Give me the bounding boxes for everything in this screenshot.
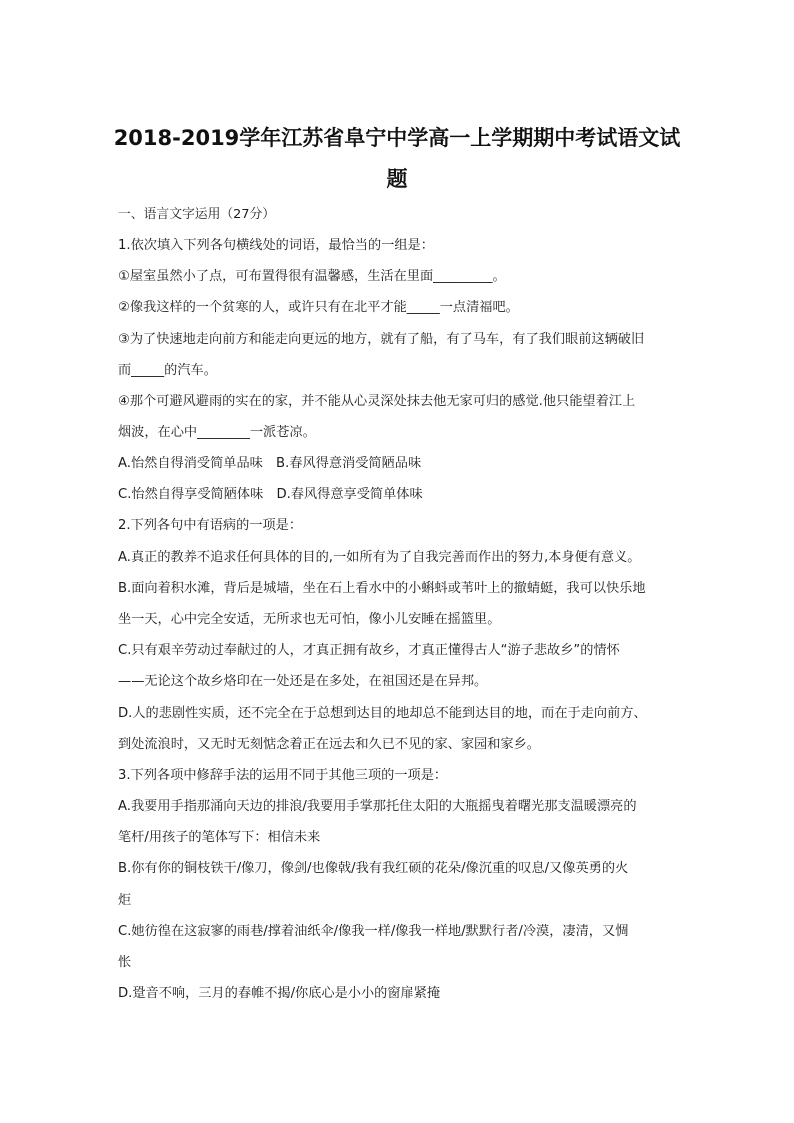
question-3-stem: 3.下列各项中修辞手法的运用不同于其他三项的一项是：: [118, 768, 448, 783]
question-2-option-d: D.人的悲剧性实质，还不完全在于总想到达目的地却总不能到达目的地，而在于走向前方、: [118, 706, 647, 721]
question-1-sentence-3: ③为了快速地走向前方和能走向更远的地方，就有了船，有了马车，有了我们眼前这辆破旧: [118, 332, 645, 347]
question-3-option-b-cont: 炬: [118, 893, 132, 908]
question-1-sentence-4: ④那个可避风避雨的实在的家，并不能从心灵深处抹去他无家可归的感觉.他只能望着江上: [118, 394, 636, 409]
question-3-option-b: B.你有你的铜枝铁干/像刀，像剑/也像戟/我有我红硕的花朵/像沉重的叹息/又像英勇的火: [118, 861, 629, 876]
question-1-sentence-4-cont: 烟波，在心中________一派苍凉。: [118, 425, 316, 440]
document-title-line-2: 题: [386, 167, 408, 191]
question-1-stem: 1.依次填入下列各句横线处的词语，最恰当的一组是：: [118, 238, 434, 253]
question-1-sentence-1: ①屋室虽然小了点，可布置得很有温馨感，生活在里面_________。: [118, 269, 506, 284]
document-title-line-1: 2018-2019学年江苏省阜宁中学高一上学期期中考试语文试: [113, 126, 681, 150]
question-3-option-d: D.跫音不响，三月的春帷不揭/你底心是小小的窗扉紧掩: [118, 986, 441, 1001]
section-heading: 一、语言文字运用（27分）: [118, 207, 276, 222]
question-1-sentence-3-cont: 而_____的汽车。: [118, 363, 217, 378]
question-3-option-c: C.她彷徨在这寂寥的雨巷/撑着油纸伞/像我一样/像我一样地/默默行者/冷漠，凄清，又惆: [118, 924, 629, 939]
question-2-stem: 2.下列各句中有语病的一项是：: [118, 518, 303, 533]
question-2-option-d-cont: 到处流浪时，又无时无刻惦念着正在远去和久已不见的家、家园和家乡。: [118, 737, 540, 752]
question-1-options-ab: A.怡然自得消受简单品味 B.春风得意消受简陋品味: [118, 456, 422, 471]
question-3-option-c-cont: 怅: [118, 955, 132, 970]
question-3-option-a-cont: 笔杆/用孩子的笔体写下：相信未来: [118, 830, 321, 845]
question-1-options-cd: C.怡然自得享受简陋体味 D.春风得意享受简单体味: [118, 487, 423, 502]
question-2-option-b-cont: 坐一天，心中完全安适，无所求也无可怕，像小儿安睡在摇篮里。: [118, 612, 501, 627]
question-2-option-c-cont: ——无论这个故乡烙印在一处还是在多处，在祖国还是在异邦。: [118, 674, 488, 689]
question-1-sentence-2: ②像我这样的一个贫寒的人，或许只有在北平才能_____一点清福吧。: [118, 300, 519, 315]
question-2-option-a: A.真正的教养不追求任何具体的目的,一如所有为了自我完善而作出的努力,本身便有意义。: [118, 550, 641, 565]
question-2-option-c: C.只有艰辛劳动过奉献过的人，才真正拥有故乡，才真正懂得古人“游子悲故乡”的情怀: [118, 643, 620, 658]
question-2-option-b: B.面向着积水滩，背后是城墙，坐在石上看水中的小蝌蚪或苇叶上的撤蜻蜓，我可以快乐地: [118, 581, 646, 596]
question-3-option-a: A.我要用手指那涌向天边的排浪/我要用手掌那托住太阳的大瓶摇曳着曙光那支温暖漂亮的: [118, 799, 637, 814]
